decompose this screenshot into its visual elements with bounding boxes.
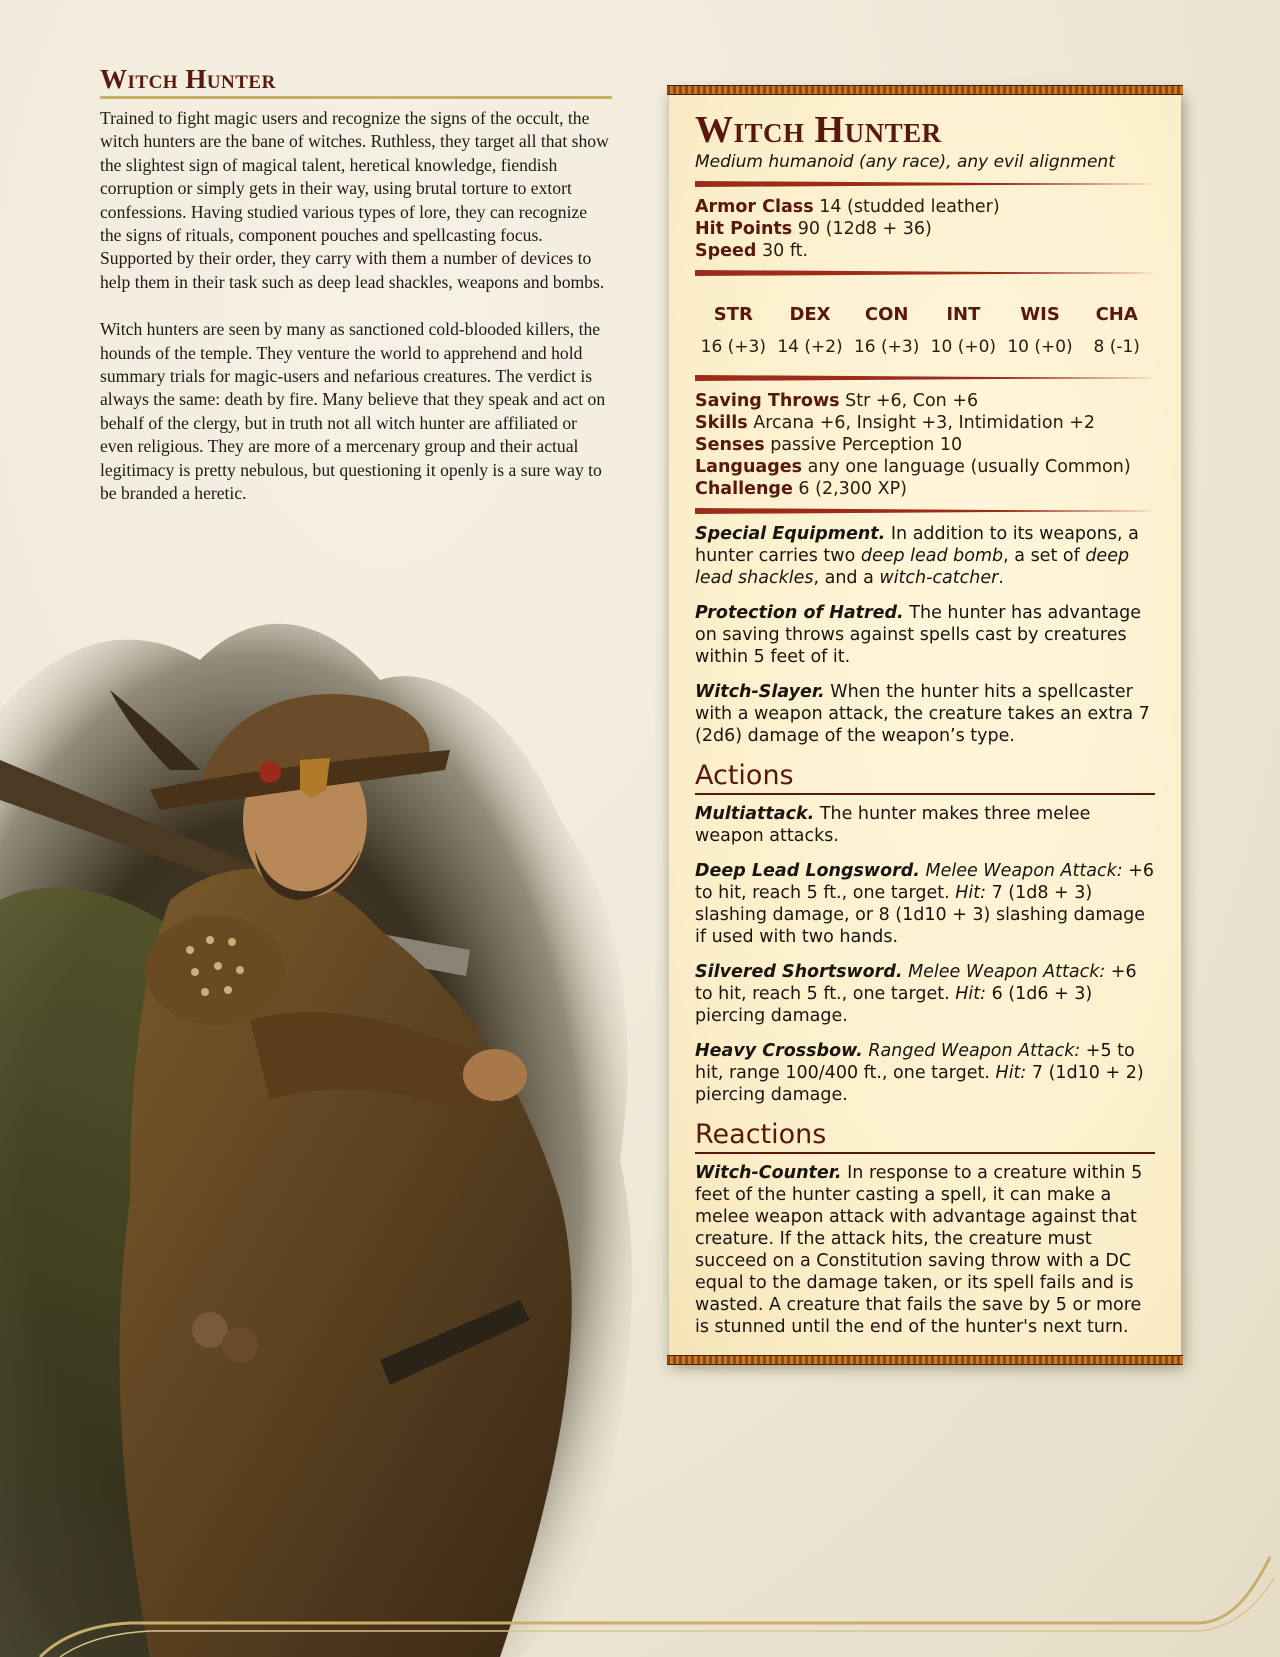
reaction-witch-counter: Witch-Counter. In response to a creature within 5 feet of the hunter casting a spell, it can make a melee weapon attack with advantage against that creature. If the attack hits, the creature must succeed on a Constitution saving throw with a DC equal to the damage taken, or its spell fails and is wasted. A creature that fails the save by 5 or more is stunned until the end of the hunter's next turn. [695, 1163, 1143, 1337]
action-heavy-crossbow: Heavy Crossbow. Ranged Weapon Attack: +5 to hit, range 100/400 ft., one target. Hit: 7 (1d10 + 2) piercing damage. [695, 1041, 1144, 1105]
reactions-heading: Reactions [695, 1119, 1155, 1154]
trait-special-equipment: Special Equipment. In addition to its weapons, a hunter carries two deep lead bomb, a set of deep lead shackles, and a witch-catcher. [695, 524, 1139, 588]
lore-title: Witch Hunter [100, 64, 612, 99]
lore-section [100, 64, 612, 506]
action-silvered-shortsword: Silvered Shortsword. Melee Weapon Attack: +6 to hit, reach 5 ft., one target. Hit: 6 (1d6 + 3) piercing damage. [695, 962, 1137, 1026]
challenge: Challenge 6 (2,300 XP) [695, 479, 907, 499]
senses: Senses passive Perception 10 [695, 435, 963, 455]
divider [695, 181, 1155, 187]
ability-con: CON 16 (+3) [853, 304, 920, 357]
stat-block [669, 89, 1181, 1361]
divider [695, 508, 1155, 514]
ability-cha: CHA 8 (-1) [1093, 304, 1140, 357]
ability-wis: WIS 10 (+0) [1007, 304, 1073, 357]
witch-hunter-illustration [0, 600, 680, 1657]
saving-throws: Saving Throws Str +6, Con +6 [695, 391, 979, 411]
divider [695, 270, 1155, 276]
lore-paragraph: Witch hunters are seen by many as sanctioned cold-blooded killers, the hounds of the temple. They venture the world to apprehend and hold summary trials for magic-users and nefarious creatures. The verdict is always the same: death by fire. Many believe that they speak and act on behalf of the clergy, but in truth not all witch hunter are affiliated or even religious. They are more of a mercenary group and their actual legitimacy is pretty nebulous, but questioning it openly is a sure way to be branded a heretic. [100, 319, 606, 504]
ability-dex: DEX 14 (+2) [777, 304, 843, 357]
ability-int: INT 10 (+0) [930, 304, 997, 357]
statblock-type: Medium humanoid (any race), any evil alignment [695, 152, 1115, 172]
trait-witch-slayer: Witch-Slayer. When the hunter hits a spellcaster with a weapon attack, the creature takes an extra 7 (2d6) damage of the weapon’s type. [695, 682, 1150, 746]
actions-heading: Actions [695, 760, 1155, 795]
speed: Speed 30 ft. [695, 241, 809, 261]
statblock-name: Witch Hunter [695, 109, 942, 151]
armor-class: Armor Class 14 (studded leather) [695, 197, 1000, 217]
action-multiattack: Multiattack. The hunter makes three melee weapon attacks. [695, 804, 1091, 846]
languages: Languages any one language (usually Common) [695, 457, 1131, 477]
footer-flourish [0, 1547, 1280, 1657]
lore-paragraph: Trained to fight magic users and recognize the signs of the occult, the witch hunters are the bane of witches. Ruthless, they target all that show the slightest sign of magical talent, heretical knowledge, fiendish corruption or simply gets in their way, using brutal torture to extort confessions. Having studied various types of lore, they can recognize the signs of rituals, component pouches and spellcasting focus. Supported by their order, they carry with them a number of devices to help them in their task such as deep lead shackles, weapons and bombs. [100, 108, 609, 292]
action-deep-lead-longsword: Deep Lead Longsword. Melee Weapon Attack: +6 to hit, reach 5 ft., one target. Hit: 7 (1d8 + 3) slashing damage, or 8 (1d10 + 3) slashing damage if used with two hands. [695, 861, 1155, 947]
trait-protection-of-hatred: Protection of Hatred. The hunter has advantage on saving throws against spells cast by creatures within 5 feet of it. [695, 603, 1142, 667]
divider [695, 375, 1155, 381]
skills: Skills Arcana +6, Insight +3, Intimidation +2 [695, 413, 1096, 433]
ability-str: STR 16 (+3) [700, 304, 767, 357]
hit-points: Hit Points 90 (12d8 + 36) [695, 219, 932, 239]
ability-scores [695, 285, 1155, 367]
